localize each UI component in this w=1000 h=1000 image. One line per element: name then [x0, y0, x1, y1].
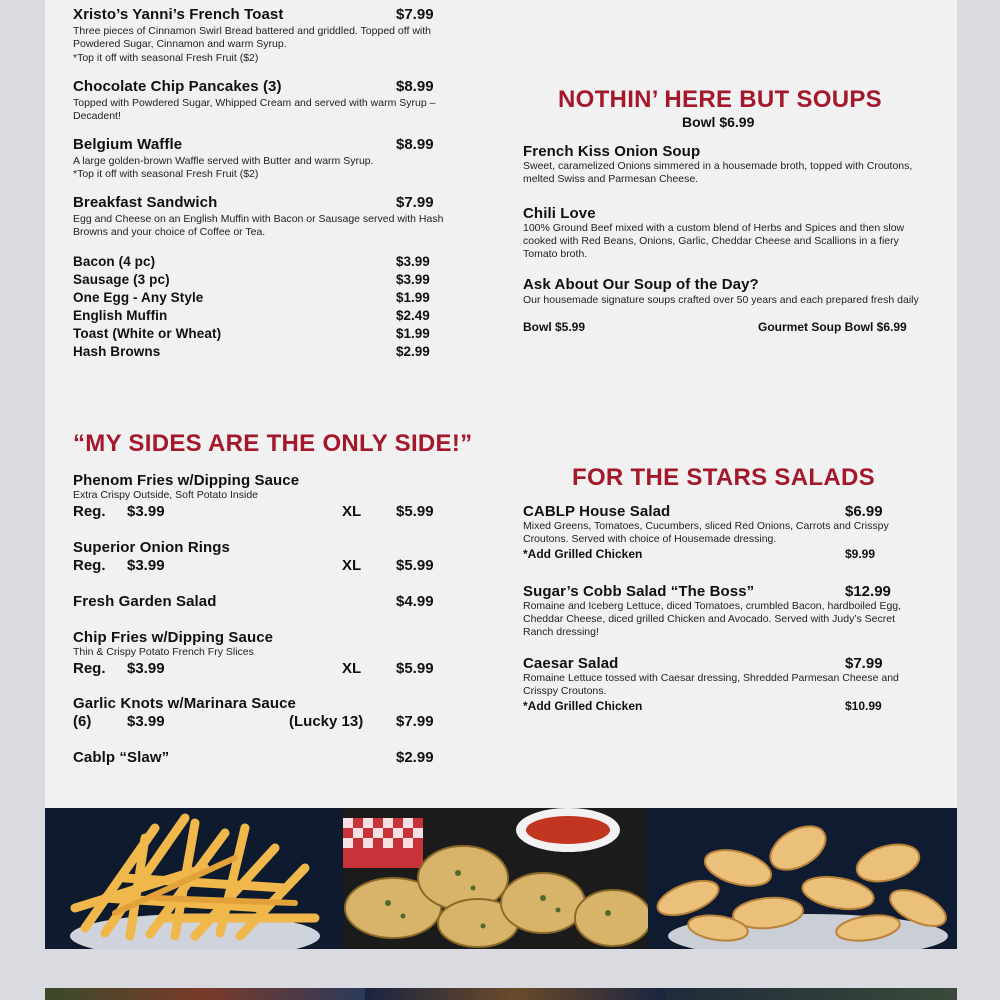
fries-photo — [45, 808, 343, 949]
menu-item-price: $7.99 — [396, 194, 434, 211]
side-reg-price: $3.99 — [127, 557, 165, 574]
soup-description: 100% Ground Beef mixed with a custom blend of Herbs and Spices and then slow cooked with Red Beans, Onions, Garlic, Cheddar Cheese and Scallions in a fiery Tomato broth. — [523, 222, 905, 260]
garlic-knots-photo — [343, 808, 648, 949]
side-xl-label: XL — [342, 503, 362, 520]
salad-description: Romaine and Iceberg Lettuce, diced Tomatoes, crumbled Bacon, hardboiled Egg, Cheddar Cheese, diced grilled Chicken and Avocado. Served with Judy’s Secret Ranch dressing! — [523, 600, 902, 638]
side-xl-price: $5.99 — [396, 503, 434, 520]
bottom-photo-strip — [365, 988, 665, 1000]
menu-item-description: Topped with Powdered Sugar, Whipped Cream and served with warm Syrup – Decadent! — [73, 97, 436, 122]
extra-item-name: Sausage (3 pc) — [73, 272, 170, 287]
side-reg-price: $3.99 — [127, 660, 165, 677]
menu-item-name: Xristo’s Yanni’s French Toast — [73, 6, 284, 23]
menu-item-name: Chocolate Chip Pancakes (3) — [73, 78, 282, 95]
extra-item-price: $1.99 — [396, 290, 430, 305]
menu-item-name: Belgium Waffle — [73, 136, 183, 153]
extra-item-name: Bacon (4 pc) — [73, 254, 156, 269]
side-xl-label: (Lucky 13) — [289, 713, 364, 730]
bottom-photo-strip — [45, 988, 365, 1000]
side-name: Cablp “Slaw” — [73, 749, 170, 766]
soups-subheading: Bowl $6.99 — [682, 114, 755, 130]
chip-fries-photo — [648, 808, 957, 949]
salad-description: Mixed Greens, Tomatoes, Cucumbers, sliced Red Onions, Carrots and Crisspy Croutons. Served with choice of Housemade dressing. — [523, 520, 889, 545]
side-reg-label: (6) — [73, 713, 92, 730]
menu-item-note: *Top it off with seasonal Fresh Fruit ($2) — [73, 168, 259, 180]
side-name: Garlic Knots w/Marinara Sauce — [73, 695, 296, 712]
salad-name: CABLP House Salad — [523, 503, 671, 520]
menu-item-note: *Top it off with seasonal Fresh Fruit ($2) — [73, 52, 259, 64]
side-xl-price: $5.99 — [396, 660, 434, 677]
side-name: Phenom Fries w/Dipping Sauce — [73, 472, 300, 489]
salad-description: Romaine Lettuce tossed with Caesar dressing, Shredded Parmesan Cheese and Crisspy Croutons. — [523, 672, 899, 697]
side-xl-price: $7.99 — [396, 713, 434, 730]
soup-bowl-price: Bowl $5.99 — [523, 320, 586, 334]
extra-item-name: Hash Browns — [73, 344, 161, 359]
salad-name: Sugar’s Cobb Salad “The Boss” — [523, 583, 755, 600]
side-name: Fresh Garden Salad — [73, 593, 217, 610]
side-reg-label: Reg. — [73, 660, 106, 677]
soup-name: French Kiss Onion Soup — [523, 143, 701, 160]
menu-item-description: A large golden-brown Waffle served with Butter and warm Syrup. — [73, 155, 374, 167]
soups-heading: NOTHIN’ HERE BUT SOUPS — [558, 86, 882, 113]
extra-item-price: $2.49 — [396, 308, 430, 323]
side-xl-price: $5.99 — [396, 557, 434, 574]
salads-heading: FOR THE STARS SALADS — [572, 464, 875, 491]
extra-item-price: $2.99 — [396, 344, 430, 359]
salad-addon-price: $10.99 — [845, 699, 882, 713]
side-name: Superior Onion Rings — [73, 539, 231, 556]
bottom-photo-strip — [665, 988, 957, 1000]
soup-name: Chili Love — [523, 205, 596, 222]
soup-description: Sweet, caramelized Onions simmered in a housemade broth, topped with Croutons, melted Swiss and Parmesan Cheese. — [523, 160, 913, 185]
chip-fries-illustration — [648, 808, 957, 949]
extra-item-price: $3.99 — [396, 272, 430, 287]
side-reg-label: Reg. — [73, 503, 106, 520]
salad-addon: *Add Grilled Chicken — [523, 547, 643, 561]
menu-item-description: Three pieces of Cinnamon Swirl Bread battered and griddled. Topped off with Powdered Sugar, Cinnamon and warm Syrup. — [73, 25, 431, 50]
side-xl-label: XL — [342, 557, 362, 574]
soup-description: Our housemade signature soups crafted over 50 years and each prepared fresh daily — [523, 294, 919, 306]
menu-item-description: Egg and Cheese on an English Muffin with Bacon or Sausage served with Hash Browns and your choice of Coffee or Tea. — [73, 213, 444, 238]
side-description: Thin & Crispy Potato French Fry Slices — [73, 646, 254, 658]
extra-item-name: Toast (White or Wheat) — [73, 326, 222, 341]
extra-item-price: $3.99 — [396, 254, 430, 269]
salad-addon-price: $9.99 — [845, 547, 876, 561]
gourmet-bowl-price: Gourmet Soup Bowl $6.99 — [758, 320, 907, 334]
menu-item-price: $8.99 — [396, 78, 434, 95]
side-name: Chip Fries w/Dipping Sauce — [73, 629, 274, 646]
garlic-knots-illustration — [343, 808, 648, 949]
extra-item-name: One Egg - Any Style — [73, 290, 204, 305]
extra-item-price: $1.99 — [396, 326, 430, 341]
soup-name: Ask About Our Soup of the Day? — [523, 276, 759, 293]
fries-illustration — [45, 808, 343, 949]
salad-name: Caesar Salad — [523, 655, 619, 672]
sides-heading: “MY SIDES ARE THE ONLY SIDE!” — [73, 430, 473, 457]
side-xl-label: XL — [342, 660, 362, 677]
salad-price: $12.99 — [845, 583, 891, 600]
extra-item-name: English Muffin — [73, 308, 168, 323]
side-price: $4.99 — [396, 593, 434, 610]
salad-price: $6.99 — [845, 503, 883, 520]
side-description: Extra Crispy Outside, Soft Potato Inside — [73, 489, 259, 501]
salad-addon: *Add Grilled Chicken — [523, 699, 643, 713]
menu-item-price: $7.99 — [396, 6, 434, 23]
menu-item-name: Breakfast Sandwich — [73, 194, 218, 211]
side-reg-price: $3.99 — [127, 503, 165, 520]
menu-item-price: $8.99 — [396, 136, 434, 153]
side-reg-label: Reg. — [73, 557, 106, 574]
side-price: $2.99 — [396, 749, 434, 766]
salad-price: $7.99 — [845, 655, 883, 672]
side-reg-price: $3.99 — [127, 713, 165, 730]
